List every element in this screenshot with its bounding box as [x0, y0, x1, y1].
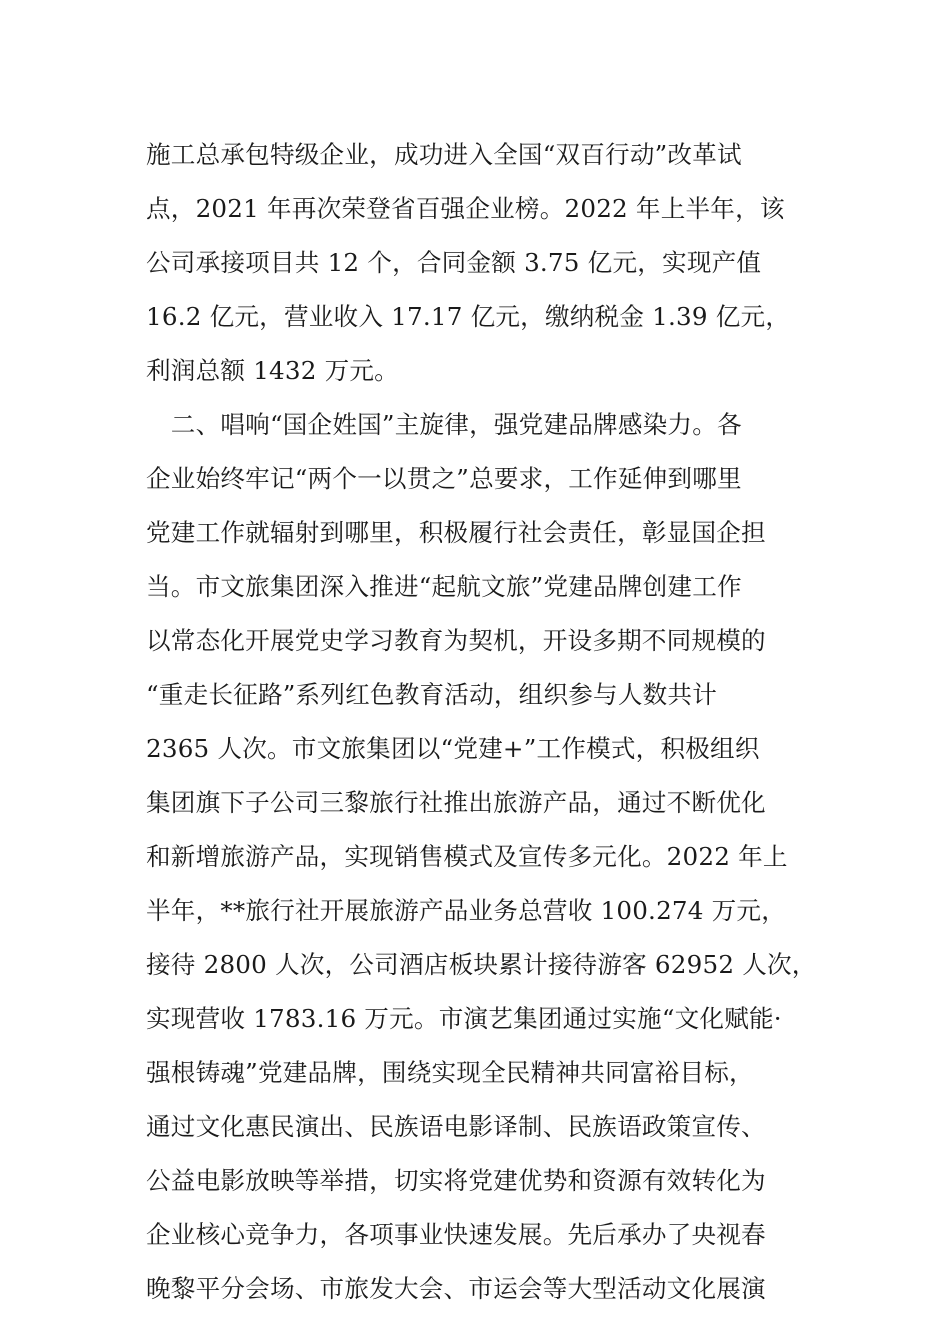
paragraph-1 — [146, 128, 826, 398]
text-line: 公益电影放映等举措，切实将党建优势和资源有效转化为 — [146, 1166, 766, 1195]
body-text — [146, 128, 826, 1316]
text-line: 点，2021 年再次荣登省百强企业榜。2022 年上半年，该 — [146, 194, 785, 223]
text-line: 企业核心竞争力，各项事业快速发展。先后承办了央视春 — [146, 1220, 766, 1249]
text-line: 实现营收 1783.16 万元。市演艺集团通过实施“文化赋能· — [146, 1004, 782, 1033]
text-line: 强根铸魂”党建品牌，围绕实现全民精神共同富裕目标， — [146, 1058, 754, 1087]
text-line: 以常态化开展党史学习教育为契机，开设多期不同规模的 — [146, 626, 766, 655]
text-line: 16.2 亿元，营业收入 17.17 亿元，缴纳税金 1.39 亿元， — [146, 302, 791, 331]
text-line: 党建工作就辐射到哪里，积极履行社会责任，彰显国企担 — [146, 518, 766, 547]
text-line: 当。市文旅集团深入推进“起航文旅”党建品牌创建工作 — [146, 572, 742, 601]
text-line: 利润总额 1432 万元。 — [146, 356, 399, 385]
text-line: 晚黎平分会场、市旅发大会、市运会等大型活动文化展演 — [146, 1274, 766, 1303]
text-line: 半年，**旅行社开展旅游产品业务总营收 100.274 万元， — [146, 896, 787, 925]
text-line: 集团旗下子公司三黎旅行社推出旅游产品，通过不断优化 — [146, 788, 766, 817]
text-line: 接待 2800 人次，公司酒店板块累计接待游客 62952 人次， — [146, 950, 817, 979]
text-line: 企业始终牢记“两个一以贯之”总要求，工作延伸到哪里 — [146, 464, 742, 493]
text-line: 二、唱响“国企姓国”主旋律，强党建品牌感染力。各 — [146, 410, 742, 439]
text-line: 通过文化惠民演出、民族语电影译制、民族语政策宣传、 — [146, 1112, 766, 1141]
text-line: 施工总承包特级企业，成功进入全国“双百行动”改革试 — [146, 140, 742, 169]
paragraph-2 — [146, 398, 826, 1316]
text-line: “重走长征路”系列红色教育活动，组织参与人数共计 — [146, 680, 718, 709]
text-line: 公司承接项目共 12 个，合同金额 3.75 亿元，实现产值 — [146, 248, 762, 277]
text-line: 和新增旅游产品，实现销售模式及宣传多元化。2022 年上 — [146, 842, 788, 871]
text-line: 2365 人次。市文旅集团以“党建+”工作模式，积极组织 — [146, 734, 760, 763]
